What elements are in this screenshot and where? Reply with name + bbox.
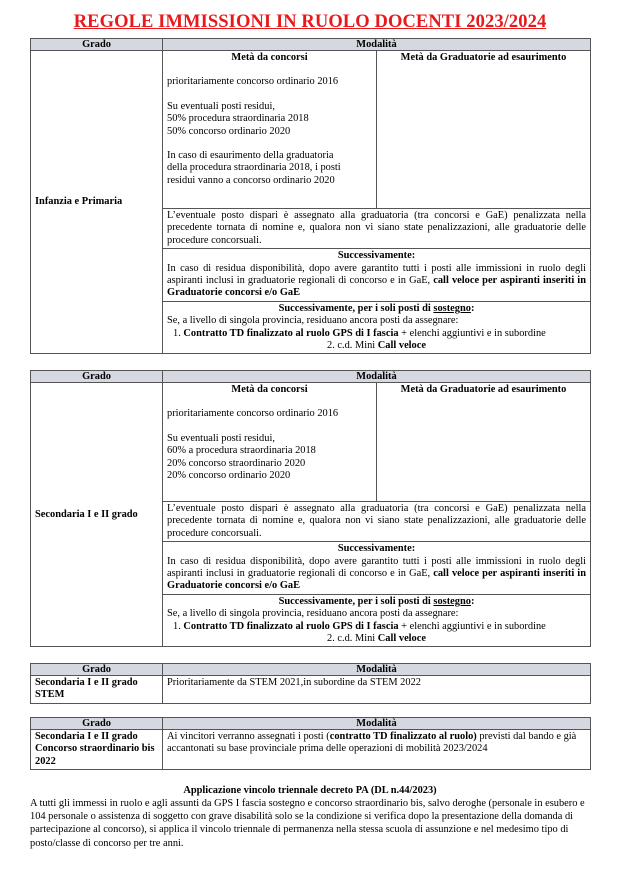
- successivamente-text: In caso di residua disponibilità, dopo avere garantito tutti i posti alle immissioni in ruolo degli aspiranti inclusi in graduatorie regionali di concorso e in GaE,: [167, 262, 586, 287]
- gae-title: Metà da Graduatorie ad esaurimento: [400, 52, 567, 63]
- grado-cell: Secondaria I e II grado STEM: [31, 676, 163, 704]
- concorsi-residui-line: 20% concorso straordinario 2020: [167, 457, 306, 469]
- table-concorso-straordinario-bis: [30, 717, 591, 770]
- sostegno-item-1: 1. Contratto TD finalizzato al ruolo GPS di I fascia + elenchi aggiuntivi e in subordine: [173, 620, 546, 632]
- concorsi-residui-line: 50% procedura straordinaria 2018: [167, 113, 309, 125]
- gae-cell: [377, 383, 591, 502]
- header-modalita: Modalità: [163, 664, 591, 676]
- call-veloce-text: call veloce per aspiranti inseriti in Graduatorie concorsi e/o GaE: [167, 568, 586, 592]
- vincolo-title: Applicazione vincolo triennale decreto PA (DL n.44/2023): [183, 785, 437, 796]
- table-infanzia-primaria: [30, 38, 591, 354]
- sostegno-cell: [163, 594, 591, 647]
- table-secondaria: [30, 370, 591, 647]
- header-grado: Grado: [31, 664, 163, 676]
- concorsi-residui-line: Su eventuali posti residui,: [167, 100, 275, 112]
- concorsi-residui-line: 20% concorso ordinario 2020: [167, 470, 291, 482]
- sostegno-intro: Se, a livello di singola provincia, residuano ancora posti da assegnare:: [167, 315, 459, 327]
- gae-title: Metà da Graduatorie ad esaurimento: [400, 384, 567, 395]
- successivamente-cell: [163, 542, 591, 595]
- sostegno-item-2: 2. c.d. Mini Call veloce: [327, 633, 426, 645]
- modalita-cell: Prioritariamente da STEM 2021,in subordine da STEM 2022: [163, 676, 591, 704]
- posto-dispari-cell: L’eventuale posto dispari è assegnato alla graduatoria (tra concorsi e GaE) penalizzata nella precedente tornata di nomine e, qualora non vi siano state penalizzazioni, alle graduatorie delle procedure concorsuali.: [163, 502, 591, 542]
- header-modalita: Modalità: [163, 718, 591, 730]
- sostegno-item-1: 1. Contratto TD finalizzato al ruolo GPS di I fascia + elenchi aggiuntivi e in subordine: [173, 327, 546, 339]
- concorsi-esaurimento-line: residui vanno a concorso ordinario 2020: [167, 174, 335, 186]
- concorsi-priority: prioritariamente concorso ordinario 2016: [167, 408, 339, 420]
- header-grado: Grado: [31, 371, 163, 383]
- concorsi-residui-line: Su eventuali posti residui,: [167, 432, 275, 444]
- vincolo-body: A tutti gli immessi in ruolo e agli assunti da GPS I fascia sostegno e concorso straordinario bis, salvo deroghe (personale in esubero e 104 personale o assistenza di soggetto con grave disabilità solo se la condizione si verifica dopo la presentazione della domanda di partecipazione al concorso), si applica il vincolo triennale di permanenza nella stessa scuola di assunzione e nel medesimo tipo di posto/classe di concorso per tre anni.: [30, 798, 585, 849]
- concorsi-cell: [163, 51, 377, 209]
- successivamente-text: In caso di residua disponibilità, dopo avere garantito tutti i posti alle immissioni in ruolo degli aspiranti inclusi in graduatorie regionali di concorso e in GaE,: [167, 555, 586, 580]
- header-grado: Grado: [31, 718, 163, 730]
- concorsi-priority: prioritariamente concorso ordinario 2016: [167, 76, 339, 88]
- concorsi-title: Metà da concorsi: [231, 52, 308, 63]
- successivamente-cell: [163, 249, 591, 302]
- concorsi-residui-line: 60% a procedura straordinaria 2018: [167, 445, 316, 457]
- sostegno-title: Successivamente, per i soli posti di sostegno:: [278, 595, 475, 607]
- posto-dispari-cell: L’eventuale posto dispari è assegnato alla graduatoria (tra concorsi e GaE) penalizzata nella precedente tornata di nomine e, qualora non vi siano state penalizzazioni, alle graduatorie delle procedure concorsuali.: [163, 209, 591, 249]
- header-modalita: Modalità: [163, 371, 591, 383]
- call-veloce-text: call veloce per aspiranti inseriti in Graduatorie concorsi e/o GaE: [167, 275, 586, 299]
- concorsi-residui-line: 50% concorso ordinario 2020: [167, 125, 291, 137]
- concorsi-title: Metà da concorsi: [231, 384, 308, 395]
- grado-cell: Secondaria I e II grado: [31, 383, 163, 647]
- sostegno-intro: Se, a livello di singola provincia, residuano ancora posti da assegnare:: [167, 608, 459, 620]
- successivamente-title: Successivamente:: [337, 250, 416, 262]
- table-stem: [30, 663, 591, 704]
- sostegno-title: Successivamente, per i soli posti di sostegno:: [278, 302, 475, 314]
- gae-cell: [377, 51, 591, 209]
- grado-cell: Secondaria I e II grado Concorso straordinario bis 2022: [31, 730, 163, 770]
- concorsi-esaurimento-line: In caso di esaurimento della graduatoria: [167, 150, 334, 162]
- concorsi-cell: [163, 383, 377, 502]
- header-modalita: Modalità: [163, 39, 591, 51]
- page-title: REGOLE IMMISSIONI IN RUOLO DOCENTI 2023/2024: [73, 12, 547, 32]
- grado-cell: Infanzia e Primaria: [31, 51, 163, 354]
- header-grado: Grado: [31, 39, 163, 51]
- modalita-cell: Ai vincitori verranno assegnati i posti (contratto TD finalizzato al ruolo) previsti dal bando e già accantonati su base provinciale prima delle operazioni di mobilità 2023/2024: [163, 730, 591, 770]
- sostegno-cell: [163, 301, 591, 354]
- vincolo-triennale-section: [30, 785, 590, 850]
- concorsi-esaurimento-line: della procedura straordinaria 2018, i posti: [167, 162, 341, 174]
- sostegno-item-2: 2. c.d. Mini Call veloce: [327, 340, 426, 352]
- successivamente-title: Successivamente:: [337, 543, 416, 555]
